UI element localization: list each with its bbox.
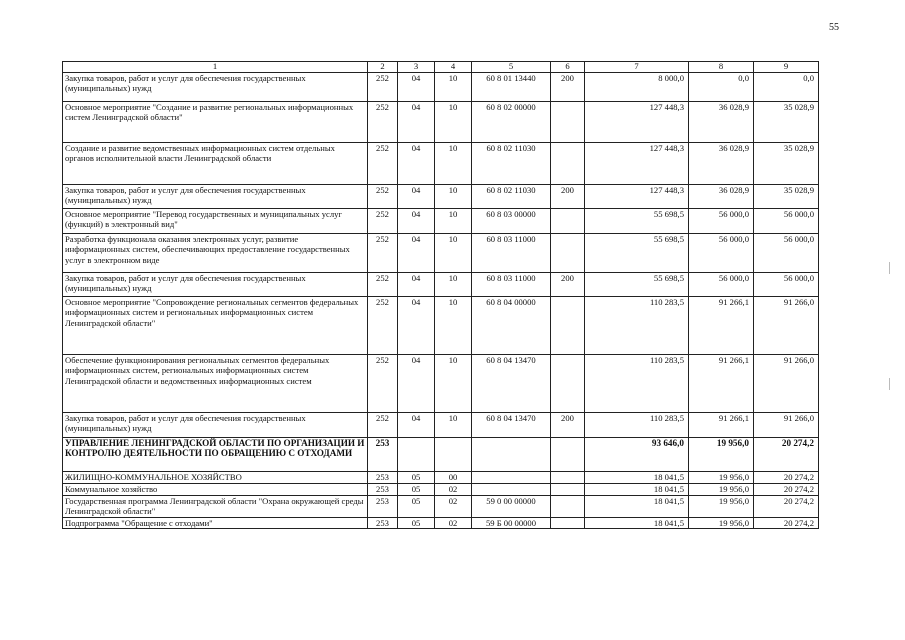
amount-col9: 35 028,9 — [754, 102, 819, 143]
table-row — [63, 143, 819, 185]
section-code: 05 — [398, 472, 435, 484]
section-code: 04 — [398, 185, 435, 209]
amount-col7: 110 283,5 — [585, 413, 689, 438]
column-number: 8 — [689, 62, 754, 73]
amount-col9: 20 274,2 — [754, 438, 819, 472]
expense-type-code — [551, 484, 585, 496]
amount-col9: 0,0 — [754, 73, 819, 102]
target-code: 60 8 04 13470 — [472, 355, 551, 413]
target-code: 60 8 02 00000 — [472, 102, 551, 143]
subsection-code: 10 — [435, 234, 472, 273]
section-code — [398, 438, 435, 472]
expense-type-code: 200 — [551, 273, 585, 297]
expense-type-code — [551, 496, 585, 518]
amount-col8: 19 956,0 — [689, 472, 754, 484]
expense-type-code — [551, 355, 585, 413]
row-name: Государственная программа Ленинградской области "Охрана окружающей среды Ленинградской области" — [63, 496, 368, 518]
target-code: 60 8 02 11030 — [472, 143, 551, 185]
amount-col8: 19 956,0 — [689, 518, 754, 529]
amount-col7: 18 041,5 — [585, 472, 689, 484]
amount-col8: 19 956,0 — [689, 496, 754, 518]
section-code: 04 — [398, 355, 435, 413]
target-code: 59 Б 00 00000 — [472, 518, 551, 529]
subsection-code: 10 — [435, 102, 472, 143]
row-name: Разработка функционала оказания электронных услуг, развитие информационных систем, обеспечивающих предоставление государственных услуг в электронном виде — [63, 234, 368, 273]
ved-code: 252 — [368, 297, 398, 355]
row-name: Закупка товаров, работ и услуг для обеспечения государственных (муниципальных) нужд — [63, 185, 368, 209]
section-code: 04 — [398, 143, 435, 185]
amount-col8: 36 028,9 — [689, 143, 754, 185]
target-code: 60 8 04 13470 — [472, 413, 551, 438]
table-row — [63, 73, 819, 102]
row-name: Обеспечение функционирования региональных сегментов федеральных информационных систем, региональных информационных систем Ленинградской области и ведомственных информационных систем — [63, 355, 368, 413]
amount-col8: 36 028,9 — [689, 185, 754, 209]
table-row — [63, 518, 819, 529]
subsection-code: 10 — [435, 209, 472, 234]
row-name: Основное мероприятие "Сопровождение региональных сегментов федеральных информационных систем и региональных информационных систем Ленинградской области" — [63, 297, 368, 355]
ved-code: 252 — [368, 209, 398, 234]
row-name: Закупка товаров, работ и услуг для обеспечения государственных (муниципальных) нужд — [63, 273, 368, 297]
expense-type-code — [551, 518, 585, 529]
amount-col7: 8 000,0 — [585, 73, 689, 102]
subsection-code: 00 — [435, 472, 472, 484]
subsection-code: 02 — [435, 518, 472, 529]
expense-type-code — [551, 209, 585, 234]
column-number: 6 — [551, 62, 585, 73]
target-code: 60 8 03 11000 — [472, 273, 551, 297]
target-code: 60 8 03 00000 — [472, 209, 551, 234]
column-number: 2 — [368, 62, 398, 73]
target-code: 60 8 01 13440 — [472, 73, 551, 102]
ved-code: 253 — [368, 484, 398, 496]
amount-col8: 19 956,0 — [689, 438, 754, 472]
expense-type-code — [551, 438, 585, 472]
subsection-code: 10 — [435, 143, 472, 185]
amount-col9: 20 274,2 — [754, 472, 819, 484]
amount-col7: 93 646,0 — [585, 438, 689, 472]
amount-col9: 91 266,0 — [754, 355, 819, 413]
amount-col7: 18 041,5 — [585, 496, 689, 518]
table-row — [63, 273, 819, 297]
section-code: 05 — [398, 496, 435, 518]
amount-col8: 0,0 — [689, 73, 754, 102]
section-code: 05 — [398, 484, 435, 496]
expense-type-code: 200 — [551, 73, 585, 102]
amount-col7: 18 041,5 — [585, 518, 689, 529]
target-code — [472, 438, 551, 472]
page-number: 55 — [829, 22, 839, 33]
table-row — [63, 102, 819, 143]
amount-col8: 91 266,1 — [689, 355, 754, 413]
ved-code: 253 — [368, 518, 398, 529]
amount-col9: 91 266,0 — [754, 413, 819, 438]
subsection-code: 10 — [435, 413, 472, 438]
section-code: 04 — [398, 297, 435, 355]
row-name: Создание и развитие ведомственных информационных систем отдельных органов исполнительной власти Ленинградской области — [63, 143, 368, 185]
subsection-code: 10 — [435, 297, 472, 355]
column-number: 3 — [398, 62, 435, 73]
row-name: УПРАВЛЕНИЕ ЛЕНИНГРАДСКОЙ ОБЛАСТИ ПО ОРГАНИЗАЦИИ И КОНТРОЛЮ ДЕЯТЕЛЬНОСТИ ПО ОБРАЩЕНИЮ С ОТХОДАМИ — [63, 438, 368, 472]
section-code: 04 — [398, 234, 435, 273]
amount-col7: 127 448,3 — [585, 143, 689, 185]
subsection-code: 10 — [435, 73, 472, 102]
table-row — [63, 297, 819, 355]
row-name: ЖИЛИЩНО-КОММУНАЛЬНОЕ ХОЗЯЙСТВО — [63, 472, 368, 484]
table-row — [63, 438, 819, 472]
ved-code: 253 — [368, 496, 398, 518]
amount-col9: 56 000,0 — [754, 234, 819, 273]
ved-code: 252 — [368, 413, 398, 438]
ved-code: 252 — [368, 234, 398, 273]
section-code: 04 — [398, 73, 435, 102]
edge-mark — [889, 262, 890, 274]
target-code: 60 8 04 00000 — [472, 297, 551, 355]
amount-col7: 127 448,3 — [585, 102, 689, 143]
target-code — [472, 484, 551, 496]
amount-col8: 56 000,0 — [689, 209, 754, 234]
amount-col9: 91 266,0 — [754, 297, 819, 355]
target-code — [472, 472, 551, 484]
ved-code: 252 — [368, 143, 398, 185]
row-name: Основное мероприятие "Создание и развитие региональных информационных систем Ленинградской области" — [63, 102, 368, 143]
subsection-code: 10 — [435, 185, 472, 209]
ved-code: 252 — [368, 355, 398, 413]
column-number: 1 — [63, 62, 368, 73]
subsection-code: 10 — [435, 355, 472, 413]
column-number-row — [63, 62, 819, 73]
section-code: 05 — [398, 518, 435, 529]
column-number: 9 — [754, 62, 819, 73]
amount-col9: 35 028,9 — [754, 143, 819, 185]
subsection-code: 02 — [435, 484, 472, 496]
amount-col9: 56 000,0 — [754, 273, 819, 297]
amount-col7: 110 283,5 — [585, 355, 689, 413]
row-name: Закупка товаров, работ и услуг для обеспечения государственных (муниципальных) нужд — [63, 413, 368, 438]
subsection-code — [435, 438, 472, 472]
amount-col9: 20 274,2 — [754, 484, 819, 496]
table-row — [63, 209, 819, 234]
column-number: 5 — [472, 62, 551, 73]
subsection-code: 10 — [435, 273, 472, 297]
ved-code: 253 — [368, 438, 398, 472]
amount-col8: 56 000,0 — [689, 273, 754, 297]
ved-code: 252 — [368, 185, 398, 209]
expense-type-code — [551, 234, 585, 273]
expense-type-code — [551, 143, 585, 185]
column-number: 4 — [435, 62, 472, 73]
table-row — [63, 484, 819, 496]
amount-col7: 127 448,3 — [585, 185, 689, 209]
amount-col9: 35 028,9 — [754, 185, 819, 209]
row-name: Основное мероприятие "Перевод государственных и муниципальных услуг (функций) в электронный вид" — [63, 209, 368, 234]
column-number: 7 — [585, 62, 689, 73]
table-row — [63, 496, 819, 518]
ved-code: 253 — [368, 472, 398, 484]
amount-col8: 91 266,1 — [689, 297, 754, 355]
section-code: 04 — [398, 209, 435, 234]
table-row — [63, 413, 819, 438]
expense-type-code: 200 — [551, 185, 585, 209]
amount-col7: 55 698,5 — [585, 273, 689, 297]
amount-col9: 20 274,2 — [754, 496, 819, 518]
amount-col9: 56 000,0 — [754, 209, 819, 234]
target-code: 60 8 03 11000 — [472, 234, 551, 273]
table-row — [63, 185, 819, 209]
target-code: 59 0 00 00000 — [472, 496, 551, 518]
row-name: Закупка товаров, работ и услуг для обеспечения государственных (муниципальных) нужд — [63, 73, 368, 102]
row-name: Коммунальное хозяйство — [63, 484, 368, 496]
amount-col7: 110 283,5 — [585, 297, 689, 355]
section-code: 04 — [398, 273, 435, 297]
amount-col8: 19 956,0 — [689, 484, 754, 496]
amount-col8: 56 000,0 — [689, 234, 754, 273]
ved-code: 252 — [368, 73, 398, 102]
section-code: 04 — [398, 413, 435, 438]
amount-col7: 55 698,5 — [585, 234, 689, 273]
table-row — [63, 355, 819, 413]
ved-code: 252 — [368, 273, 398, 297]
edge-mark — [889, 378, 890, 390]
ved-code: 252 — [368, 102, 398, 143]
expense-type-code — [551, 297, 585, 355]
amount-col7: 18 041,5 — [585, 484, 689, 496]
expense-type-code — [551, 472, 585, 484]
amount-col8: 91 266,1 — [689, 413, 754, 438]
amount-col9: 20 274,2 — [754, 518, 819, 529]
amount-col7: 55 698,5 — [585, 209, 689, 234]
expense-type-code: 200 — [551, 413, 585, 438]
subsection-code: 02 — [435, 496, 472, 518]
budget-table — [62, 61, 819, 529]
table-row — [63, 472, 819, 484]
table-row — [63, 234, 819, 273]
target-code: 60 8 02 11030 — [472, 185, 551, 209]
amount-col8: 36 028,9 — [689, 102, 754, 143]
expense-type-code — [551, 102, 585, 143]
row-name: Подпрограмма "Обращение с отходами" — [63, 518, 368, 529]
section-code: 04 — [398, 102, 435, 143]
